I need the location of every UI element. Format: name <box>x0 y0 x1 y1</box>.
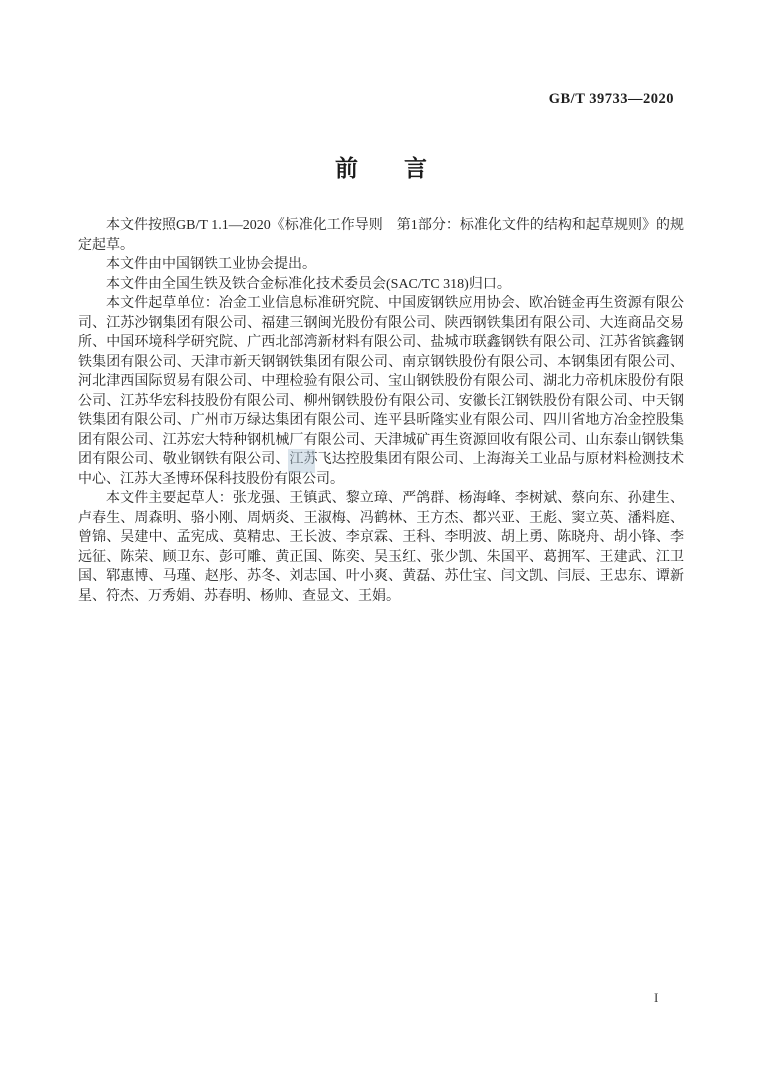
paragraph-centralized-by: 本文件由全国生铁及铁合金标准化技术委员会(SAC/TC 318)归口。 <box>106 276 511 292</box>
foreword-body <box>78 216 684 606</box>
paragraph-proposed-by: 本文件由中国钢铁工业协会提出。 <box>106 257 316 272</box>
page-title: 前 言 <box>335 156 427 181</box>
paragraph-drafting-rule: 本文件按照GB/T 1.1—2020《标准化工作导则 第1部分：标准化文件的结构和起草规则》的规定起草。 <box>78 218 684 253</box>
standard-number: GB/T 39733—2020 <box>548 91 674 107</box>
paragraph-main-drafters: 本文件主要起草人：张龙强、王镇武、黎立璋、严鸽群、杨海峰、李树斌、蔡向东、孙建生、卢春生、周森明、骆小刚、周炳炎、王淑梅、冯鹤林、王方杰、都兴亚、王彪、窦立英、潘料庭、曾锦、吴建中、孟宪成、莫精忠、王长波、李京霖、王科、李明波、胡上勇、陈晓舟、胡小锋、李远征、陈荣、顾卫东、彭可雕、黄正国、陈奕、吴玉红、张少凯、朱国平、葛拥军、王建武、江卫国、郓惠博、马瑾、赵彤、苏冬、刘志国、叶小爽、黄磊、苏仕宝、闫文凯、闫辰、王忠东、谭新星、符杰、万秀娟、苏春明、杨帅、查显文、王娟。 <box>78 491 684 604</box>
paragraph-drafting-organizations: 本文件起草单位：冶金工业信息标准研究院、中国废钢铁应用协会、欧冶链金再生资源有限公司、江苏沙钢集团有限公司、福建三钢闽光股份有限公司、陕西钢铁集团有限公司、大连商品交易所、中国环境科学研究院、广西北部湾新材料有限公司、盐城市联鑫钢铁有限公司、江苏省镔鑫钢铁集团有限公司、天津市新天钢钢铁集团有限公司、南京钢铁股份有限公司、本钢集团有限公司、河北津西国际贸易有限公司、中理检验有限公司、宝山钢铁股份有限公司、湖北力帝机床股份有限公司、江苏华宏科技股份有限公司、柳州钢铁股份有限公司、安徽长江钢铁股份有限公司、中天钢铁集团有限公司、广州市万绿达集团有限公司、连平县昕隆实业有限公司、四川省地方冶金控股集团有限公司、江苏宏大特种钢机械厂有限公司、天津城矿再生资源回收有限公司、山东泰山钢铁集团有限公司、敬业钢铁有限公司、江苏飞达控股集团有限公司、上海海关工业品与原材料检测技术中心、江苏大圣博环保科技股份有限公司。 <box>78 296 684 487</box>
page-number: I <box>654 990 659 1005</box>
